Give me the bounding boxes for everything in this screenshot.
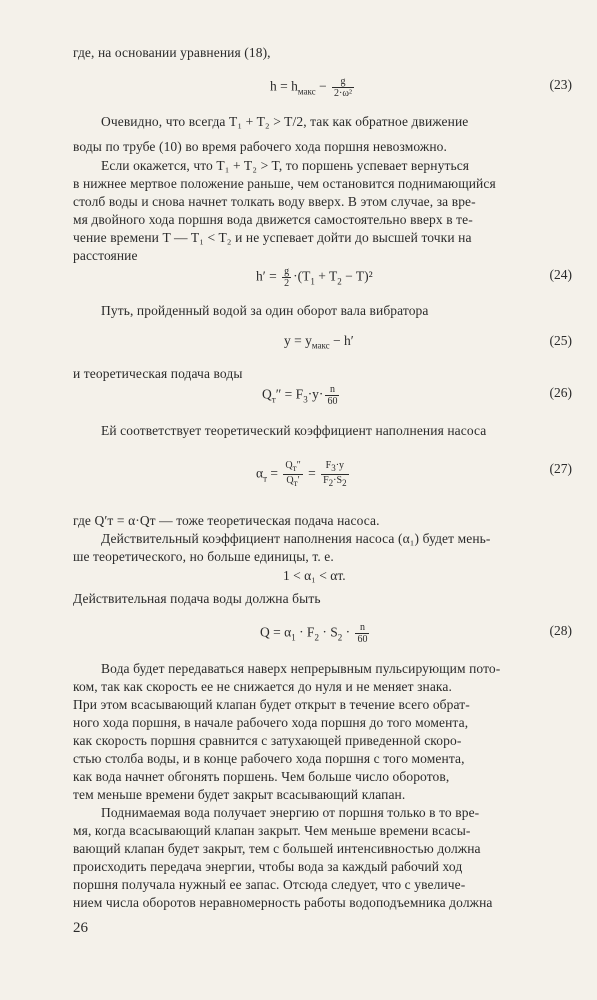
text-line-17: Вода будет передаваться наверх непрерывным пульсирующим пото-: [101, 661, 501, 676]
equation-27: $\alpha_т$ = $\frac{Q_т''}{Q_т'}$ = $\frac{F_3\cdot y}{F_2\cdot S_2}$: [256, 460, 347, 488]
text-line-24: тем меньше времени будет закрыт всасывающий клапан.: [73, 787, 406, 802]
text-line-4: Если окажется, что T₁ + T₂ > T, то поршень успевает вернуться: [101, 158, 470, 173]
text-line-26: мя, когда всасывающий клапан закрыт. Чем меньше времени всасы-: [73, 823, 471, 838]
equation-26: $Q_т'' = F_3\cdot y\cdot$ $\frac{n}{60}$: [262, 384, 338, 407]
text-line-5: в нижнее мертвое положение раньше, чем остановится поднимающийся: [73, 176, 496, 191]
equation-24: h′ = $\frac{g}{2}$ $\cdot(T_1 + T_2 - T)^2$: [256, 266, 373, 289]
equation-28: $Q = \alpha_1 \cdot F_2 \cdot S_2$ · $\frac{n}{60}$: [260, 622, 368, 645]
text-line-6: столб воды и снова начнет толкать воду вверх. В этом случае, за вре-: [73, 194, 476, 209]
text-line-29: поршня получала нужный ее запас. Отсюда следует, что с увеличе-: [73, 877, 466, 892]
text-line-23: как вода начнет обгонять поршень. Чем больше число оборотов,: [73, 769, 450, 784]
text-line-19: При этом всасывающий клапан будет открыт в течение всего обрат-: [73, 697, 470, 712]
page-number: 26: [73, 920, 88, 936]
equation-number-25: (25): [549, 333, 572, 348]
text-line-18: ком, так как скорость ее не снижается до нуля и не меняет знака.: [73, 679, 452, 694]
text-line-12: Ей соответствует теоретический коэффициент наполнения насоса: [101, 423, 487, 438]
text-line-8: чение времени T — T₁ < T₂ и не успевает дойти до высшей точки на: [73, 230, 472, 245]
text-line-9: расстояние: [73, 248, 138, 263]
text-line-2: Очевидно, что всегда T₁ + T₂ > T/2, так как обратное движение: [101, 114, 469, 129]
text-line-20: ного хода поршня, в начале рабочего хода поршня до того момента,: [73, 715, 469, 730]
text-line-1: где, на основании уравнения (18),: [73, 45, 271, 60]
text-line-22: стью столба воды, и в конце рабочего хода поршня с того момента,: [73, 751, 465, 766]
text-line-28: происходить передача энергии, чтобы вода за каждый рабочий ход: [73, 859, 463, 874]
text-line-13: где Q′т = α·Qт — тоже теоретическая подача насоса.: [73, 513, 380, 528]
equation-number-23: (23): [549, 77, 572, 92]
equation-number-24: (24): [549, 267, 572, 282]
text-line-15: ше теоретического, но больше единицы, т. е.: [73, 549, 334, 564]
text-line-25: Поднимаемая вода получает энергию от поршня только в то вре-: [101, 805, 480, 820]
text-line-16: Действительная подача воды должна быть: [73, 591, 321, 606]
equation-23: $h = h_{макс}$ − $\frac{g}{\text{2·ω²}}$: [270, 76, 352, 99]
text-line-11: и теоретическая подача воды: [73, 366, 243, 381]
text-line-10: Путь, пройденный водой за один оборот вала вибратора: [101, 303, 429, 318]
equation-number-28: (28): [549, 623, 572, 638]
equation-25: $y = y_{макс} - h'$: [284, 333, 354, 351]
equation-number-27: (27): [549, 461, 572, 476]
text-line-27: вающий клапан будет закрыт, тем с большей интенсивностью должна: [73, 841, 481, 856]
text-line-3: воды по трубе (10) во время рабочего хода поршня невозможно.: [73, 139, 447, 154]
text-line-30: нием числа оборотов неравномерность работы водоподъемника должна: [73, 895, 493, 910]
inequality: 1 < α₁ < αт.: [283, 568, 346, 583]
text-line-7: мя двойного хода поршня вода движется самостоятельно вверх в те-: [73, 212, 473, 227]
equation-number-26: (26): [549, 385, 572, 400]
text-line-21: как скорость поршня сравнится с затухающей приведенной скоро-: [73, 733, 462, 748]
text-line-14: Действительный коэффициент наполнения насоса (α₁) будет мень-: [101, 531, 491, 546]
